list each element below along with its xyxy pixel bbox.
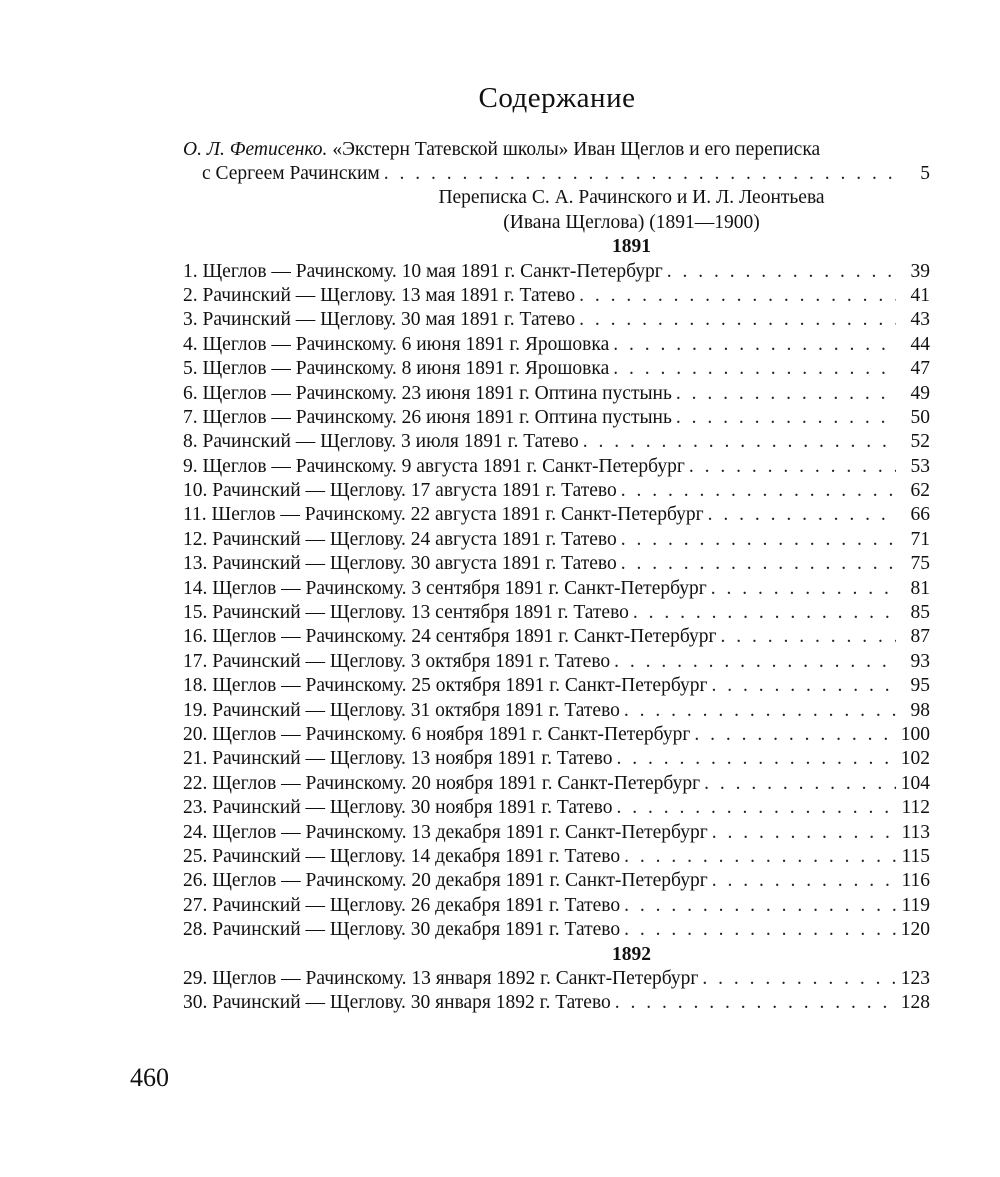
dot-leader bbox=[689, 455, 896, 479]
entry-title: 30. Рачинский — Щеглову. 30 января 1892 г. Татево bbox=[183, 992, 611, 1014]
entry-title: 13. Рачинский — Щеглову. 30 августа 1891 г. Татево bbox=[183, 553, 617, 575]
page-title: Содержание bbox=[478, 82, 636, 114]
toc-entry bbox=[183, 430, 930, 454]
entry-page: 43 bbox=[910, 309, 930, 331]
entry-title: 6. Щеглов — Рачинскому. 23 июня 1891 г. Оптина пустынь bbox=[183, 382, 672, 404]
year-heading-1892: 1892 bbox=[612, 943, 651, 965]
entry-title: 9. Щеглов — Рачинскому. 9 августа 1891 г. Санкт-Петербург bbox=[183, 455, 685, 477]
toc-entry bbox=[183, 284, 930, 308]
intro-author: О. Л. Фетисенко. bbox=[183, 139, 328, 160]
entry-page: 50 bbox=[910, 406, 930, 428]
dot-leader bbox=[694, 723, 896, 747]
year-heading-1891: 1891 bbox=[612, 236, 651, 258]
toc-entry bbox=[183, 845, 930, 869]
entry-page: 44 bbox=[910, 333, 930, 355]
entry-page: 112 bbox=[901, 797, 930, 819]
entry-page: 71 bbox=[910, 528, 930, 550]
entry-title: 17. Рачинский — Щеглову. 3 октября 1891 г. Татево bbox=[183, 650, 611, 672]
entry-page: 100 bbox=[900, 723, 930, 745]
toc-entry bbox=[183, 503, 930, 527]
intro-line-1 bbox=[183, 138, 930, 162]
entry-title: 28. Рачинский — Щеглову. 30 декабря 1891 г. Татево bbox=[183, 919, 621, 941]
entry-title: 19. Рачинский — Щеглову. 31 октября 1891 г. Татево bbox=[183, 699, 620, 721]
intro-line-2 bbox=[183, 162, 930, 186]
toc-entry bbox=[183, 747, 930, 771]
dot-leader bbox=[624, 699, 896, 723]
entry-title: 18. Щеглов — Рачинскому. 25 октября 1891 г. Санкт-Петербург bbox=[183, 675, 708, 697]
dot-leader bbox=[615, 991, 896, 1015]
entry-title: 8. Рачинский — Щеглову. 3 июля 1891 г. Татево bbox=[183, 431, 579, 453]
entry-title: 15. Рачинский — Щеглову. 13 сентября 1891 г. Татево bbox=[183, 602, 629, 624]
entry-page: 120 bbox=[900, 919, 930, 941]
dot-leader bbox=[711, 577, 896, 601]
entries-1892 bbox=[183, 967, 930, 1016]
toc-entry bbox=[183, 918, 930, 942]
toc-entry bbox=[183, 674, 930, 698]
toc-entry bbox=[183, 382, 930, 406]
entry-page: 53 bbox=[910, 455, 930, 477]
dot-leader bbox=[712, 674, 896, 698]
dot-leader bbox=[583, 430, 896, 454]
toc-entry bbox=[183, 308, 930, 332]
dot-leader bbox=[624, 894, 896, 918]
entry-title: 4. Щеглов — Рачинскому. 6 июня 1891 г. Ярошовка bbox=[183, 333, 610, 355]
toc-entry bbox=[183, 406, 930, 430]
entry-page: 75 bbox=[910, 553, 930, 575]
entry-title: 10. Рачинский — Щеглову. 17 августа 1891 г. Татево bbox=[183, 480, 617, 502]
dot-leader bbox=[667, 260, 896, 284]
entry-title: 29. Щеглов — Рачинскому. 13 января 1892 г. Санкт-Петербург bbox=[183, 967, 699, 989]
entry-page: 93 bbox=[910, 650, 930, 672]
toc-entry bbox=[183, 625, 930, 649]
entry-title: 20. Щеглов — Рачинскому. 6 ноября 1891 г. Санкт-Петербург bbox=[183, 723, 691, 745]
entry-title: 7. Щеглов — Рачинскому. 26 июня 1891 г. Оптина пустынь bbox=[183, 406, 672, 428]
entry-title: 2. Рачинский — Щеглову. 13 мая 1891 г. Татево bbox=[183, 284, 576, 306]
entry-title: 23. Рачинский — Щеглову. 30 ноября 1891 г. Татево bbox=[183, 797, 613, 819]
entry-page: 95 bbox=[910, 675, 930, 697]
entry-title: 27. Рачинский — Щеглову. 26 декабря 1891 г. Татево bbox=[183, 894, 621, 916]
entry-page: 47 bbox=[910, 358, 930, 380]
dot-leader bbox=[708, 503, 896, 527]
toc-entry bbox=[183, 821, 930, 845]
dot-leader bbox=[621, 528, 896, 552]
entry-title: 26. Щеглов — Рачинскому. 20 декабря 1891 г. Санкт-Петербург bbox=[183, 870, 708, 892]
toc-entry bbox=[183, 260, 930, 284]
entry-page: 119 bbox=[901, 894, 930, 916]
entry-title: 24. Щеглов — Рачинскому. 13 декабря 1891 г. Санкт-Петербург bbox=[183, 821, 708, 843]
entry-title: 1. Щеглов — Рачинскому. 10 мая 1891 г. Санкт-Петербург bbox=[183, 260, 663, 282]
dot-leader bbox=[616, 796, 896, 820]
intro-entry bbox=[183, 138, 930, 186]
section-heading-1: Переписка С. А. Рачинского и И. Л. Леонтьева bbox=[438, 187, 825, 209]
entry-page: 102 bbox=[900, 748, 930, 770]
dot-leader bbox=[676, 406, 896, 430]
dot-leader bbox=[624, 918, 896, 942]
dot-leader bbox=[613, 357, 896, 381]
entry-title: 16. Щеглов — Рачинскому. 24 сентября 1891 г. Санкт-Петербург bbox=[183, 626, 717, 648]
dot-leader bbox=[721, 625, 896, 649]
dot-leader bbox=[579, 308, 896, 332]
entry-page: 123 bbox=[900, 967, 930, 989]
entry-page: 87 bbox=[910, 626, 930, 648]
entry-title: 11. Шеглов — Рачинскому. 22 августа 1891 г. Санкт-Петербург bbox=[183, 504, 704, 526]
dot-leader bbox=[624, 845, 896, 869]
entry-title: 12. Рачинский — Щеглову. 24 августа 1891 г. Татево bbox=[183, 528, 617, 550]
entry-page: 85 bbox=[910, 602, 930, 624]
dot-leader bbox=[676, 382, 896, 406]
entry-page: 41 bbox=[910, 284, 930, 306]
entry-title: 25. Рачинский — Щеглову. 14 декабря 1891 г. Татево bbox=[183, 845, 621, 867]
entry-page: 66 bbox=[910, 504, 930, 526]
toc-entry bbox=[183, 796, 930, 820]
toc-entry bbox=[183, 699, 930, 723]
dot-leader bbox=[384, 162, 896, 186]
entry-title: 14. Щеглов — Рачинскому. 3 сентября 1891 г. Санкт-Петербург bbox=[183, 577, 707, 599]
entry-page: 52 bbox=[910, 431, 930, 453]
entry-title: 22. Щеглов — Рачинскому. 20 ноября 1891 г. Санкт-Петербург bbox=[183, 772, 701, 794]
toc-entry bbox=[183, 552, 930, 576]
entry-page: 39 bbox=[910, 260, 930, 282]
entry-page: 62 bbox=[910, 480, 930, 502]
entry-page: 81 bbox=[910, 577, 930, 599]
toc-entry bbox=[183, 869, 930, 893]
toc-entry bbox=[183, 333, 930, 357]
toc-entry bbox=[183, 577, 930, 601]
intro-page: 5 bbox=[920, 163, 930, 184]
entry-page: 49 bbox=[910, 382, 930, 404]
toc-entry bbox=[183, 528, 930, 552]
section-heading-2: (Ивана Щеглова) (1891—1900) bbox=[503, 211, 760, 233]
dot-leader bbox=[621, 479, 896, 503]
entry-page: 116 bbox=[901, 870, 930, 892]
dot-leader bbox=[621, 552, 896, 576]
toc-entry bbox=[183, 967, 930, 991]
page-number: 460 bbox=[130, 1063, 169, 1092]
dot-leader bbox=[613, 333, 896, 357]
entry-title: 21. Рачинский — Щеглову. 13 ноября 1891 г. Татево bbox=[183, 748, 613, 770]
entry-title: 5. Щеглов — Рачинскому. 8 июня 1891 г. Ярошовка bbox=[183, 358, 610, 380]
toc-entry bbox=[183, 479, 930, 503]
dot-leader bbox=[712, 821, 896, 845]
entry-page: 128 bbox=[900, 992, 930, 1014]
intro-title-2: с Сергеем Рачинским bbox=[202, 163, 380, 184]
toc-entry bbox=[183, 894, 930, 918]
entry-title: 3. Рачинский — Щеглову. 30 мая 1891 г. Татево bbox=[183, 309, 576, 331]
toc-entry bbox=[183, 357, 930, 381]
entry-page: 104 bbox=[900, 772, 930, 794]
toc-entry bbox=[183, 601, 930, 625]
entry-page: 98 bbox=[910, 699, 930, 721]
dot-leader bbox=[579, 284, 896, 308]
entry-page: 113 bbox=[901, 821, 930, 843]
dot-leader bbox=[712, 869, 896, 893]
toc-entry bbox=[183, 455, 930, 479]
dot-leader bbox=[616, 747, 896, 771]
table-of-contents bbox=[183, 138, 930, 1016]
toc-entry bbox=[183, 650, 930, 674]
entry-page: 115 bbox=[901, 845, 930, 867]
intro-title-1: «Экстерн Татевской школы» Иван Щеглов и его переписка bbox=[332, 139, 821, 160]
entries-1891 bbox=[183, 260, 930, 943]
toc-entry bbox=[183, 723, 930, 747]
dot-leader bbox=[702, 967, 896, 991]
dot-leader bbox=[614, 650, 896, 674]
dot-leader bbox=[704, 772, 896, 796]
toc-entry bbox=[183, 772, 930, 796]
toc-entry bbox=[183, 991, 930, 1015]
dot-leader bbox=[633, 601, 896, 625]
